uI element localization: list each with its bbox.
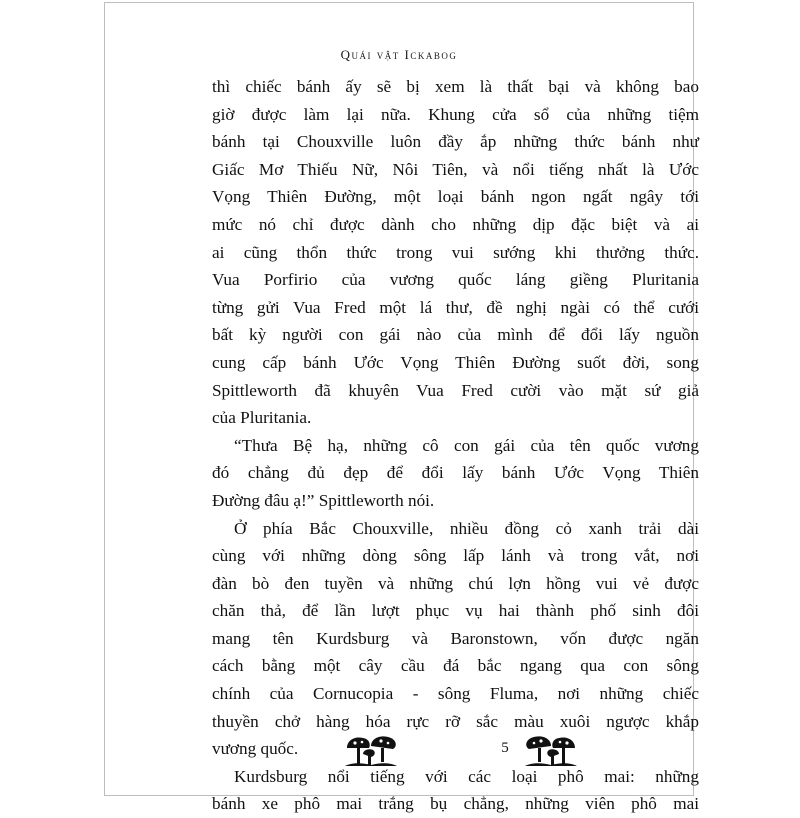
page-number: 5 (501, 740, 509, 756)
mushroom-ornament-icon (341, 730, 401, 770)
mushroom-ornament-icon (521, 730, 581, 770)
text-line: chính của Cornucopia - sông Fluma, nơi những chiếc (212, 684, 699, 704)
paragraph-2 (212, 432, 699, 515)
text-line: đó chẳng đủ đẹp để đổi lấy bánh Ước Vọng Thiên (212, 463, 699, 483)
text-line: Spittleworth đã khuyên Vua Fred cười vào mặt sứ giả (212, 380, 699, 400)
paragraph-1 (212, 73, 699, 432)
text-line: Ở phía Bắc Chouxville, nhiều đồng cỏ xanh trải dài (234, 518, 699, 538)
text-line: cung cấp bánh Ước Vọng Thiên Đường suốt đời, song (212, 352, 699, 372)
text-line: bánh xe phô mai trắng bụ chẳng, những viên phô mai (212, 794, 699, 814)
text-line: mang tên Kurdsburg và Baronstown, vốn được ngăn (212, 628, 699, 648)
text-line: mức nó chỉ được dành cho những dịp đặc biệt và ai (212, 214, 699, 234)
text-line: thuyền chở hàng hóa rực rỡ sắc màu xuôi ngược khắp (212, 711, 699, 731)
text-line: đàn bò đen tuyền và những chú lợn hồng vui vẻ được (212, 573, 699, 593)
text-line: bánh tại Chouxville luôn đầy ắp những thức bánh như (212, 132, 699, 152)
text-line: Kurdsburg nổi tiếng với các loại phô mai: những (234, 766, 699, 786)
text-line: ai cũng thổn thức trong vui sướng khi thưởng thức. (212, 242, 699, 262)
text-line: “Thưa Bệ hạ, những cô con gái của tên quốc vương (234, 435, 699, 455)
text-line: giờ được làm lại nữa. Khung cửa sổ của những tiệm (212, 104, 699, 124)
text-line: bất kỳ người con gái nào của mình để đổi lấy nguồn (212, 325, 699, 345)
text-line: Vua Porfirio của vương quốc láng giềng Pluritania (212, 270, 699, 290)
text-line: cùng với những dòng sông lấp lánh và trong vắt, nơi (212, 546, 699, 566)
text-line: chăn thả, để lần lượt phục vụ hai thành phố sinh đôi (212, 601, 699, 621)
paragraph-3 (212, 515, 699, 763)
text-line: Giấc Mơ Thiếu Nữ, Nôi Tiên, và nổi tiếng nhất là Ước (212, 159, 699, 179)
text-line: của Pluritania. (212, 408, 312, 428)
text-line: vương quốc. (212, 739, 299, 759)
running-title: Quái vật Ickabog (340, 47, 458, 62)
text-line: từng gửi Vua Fred một lá thư, đề nghị ngài có thể cưới (212, 297, 699, 317)
body-text (212, 73, 699, 818)
text-line: Đường đâu ạ!” Spittleworth nói. (212, 490, 435, 510)
text-line: cách bằng một cây cầu đá bắc ngang qua con sông (212, 656, 699, 676)
text-line: thì chiếc bánh ấy sẽ bị xem là thất bại và không bao (212, 77, 699, 96)
book-page (104, 2, 699, 814)
page-footer (105, 728, 693, 778)
text-line: Vọng Thiên Đường, một loại bánh ngon ngất ngây tới (212, 187, 699, 207)
